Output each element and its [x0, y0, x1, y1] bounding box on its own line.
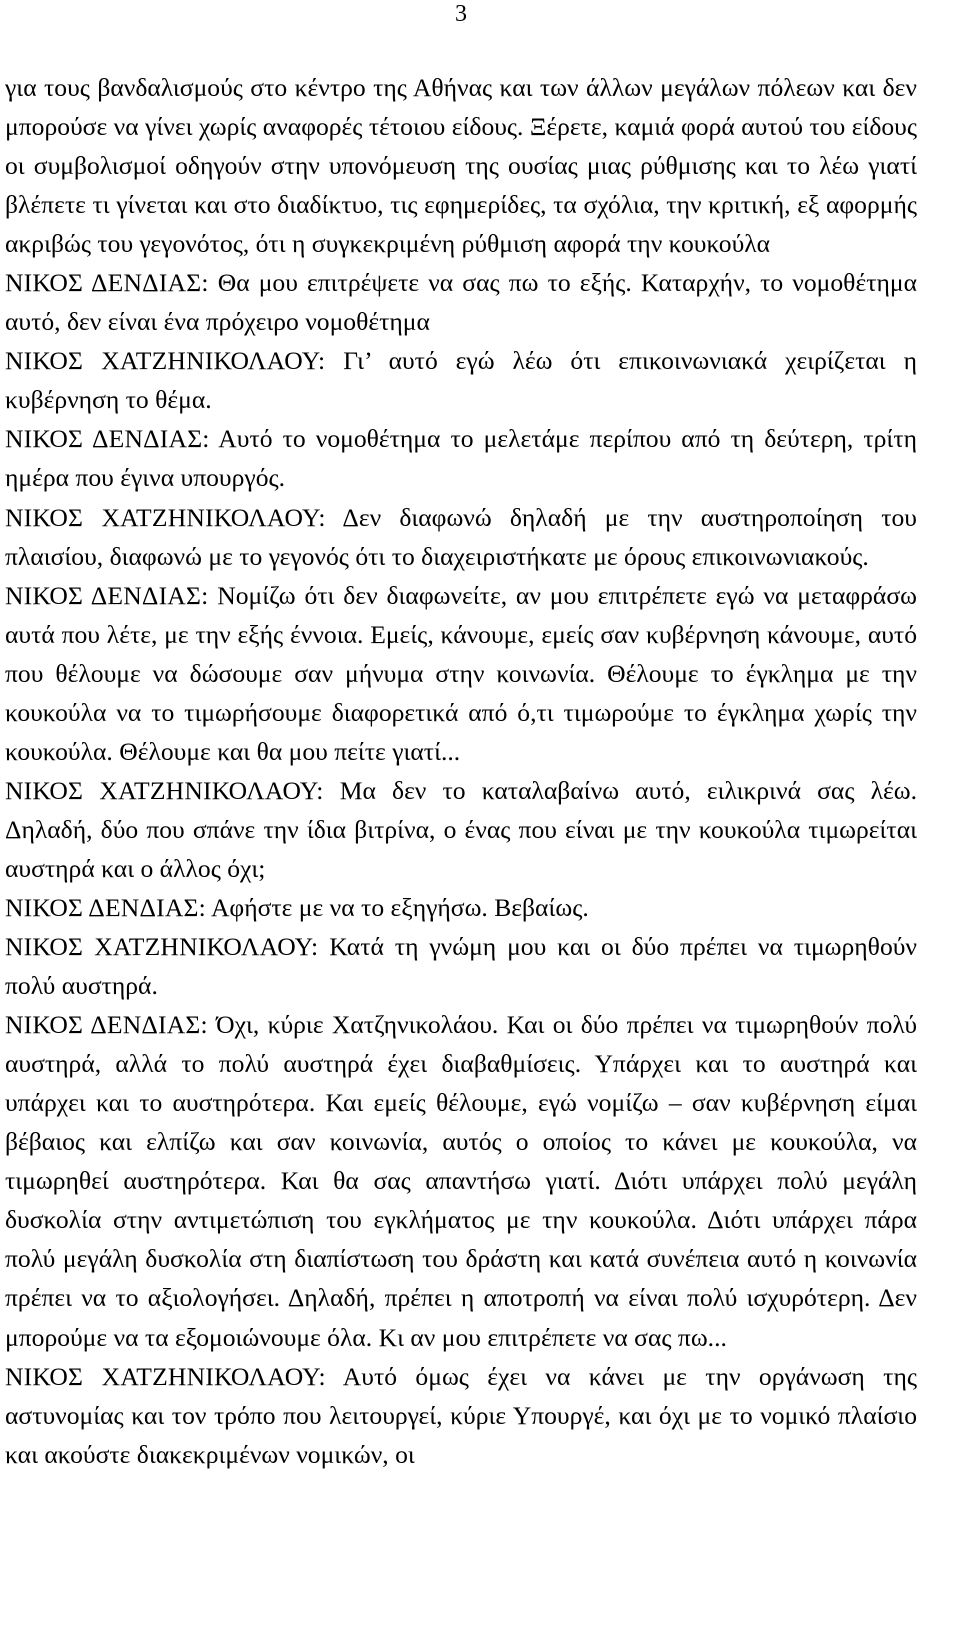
page-number: 3: [455, 1, 467, 27]
paragraph-text: Νομίζω ότι δεν διαφωνείτε, αν μου επιτρέπετε εγώ να μεταφράσω αυτά που λέτε, με την εξής έννοια. Εμείς, κάνουμε, εμείς σαν κυβέρνηση κάνουμε, αυτό που θέλουμε να δώσουμε σαν μήνυμα στην κοινωνία. Θέλουμε το έγκλημα με την κουκούλα να το τιμωρήσουμε διαφορετικά από ό,τι τιμωρούμε το έγκλημα χωρίς την κουκούλα. Θέλουμε και θα μου πείτε γιατί...: [5, 580, 917, 766]
speaker-name: ΝΙΚΟΣ ΧΑΤΖΗΝΙΚΟΛΑΟΥ:: [5, 775, 324, 805]
paragraph-text: Μα δεν το καταλαβαίνω αυτό, ειλικρινά σας λέω. Δηλαδή, δύο που σπάνε την ίδια βιτρίνα, ο ένας που είναι με την κουκούλα τιμωρείται αυστηρά και ο άλλος όχι;: [5, 775, 917, 883]
speaker-name: ΝΙΚΟΣ ΔΕΝΔΙΑΣ:: [5, 1010, 208, 1040]
paragraph-text: Αυτό όμως έχει να κάνει με την οργάνωση της αστυνομίας και τον τρόπο που λειτουργεί, κύριε Υπουργέ, και όχι με το νομικό πλαίσιο και ακούστε διακεκριμένων νομικών, οι: [5, 1361, 917, 1469]
speaker-name: ΝΙΚΟΣ ΔΕΝΔΙΑΣ:: [5, 268, 209, 298]
dialogue-paragraph: [5, 1005, 917, 1356]
speaker-name: ΝΙΚΟΣ ΧΑΤΖΗΝΙΚΟΛΑΟΥ:: [5, 932, 319, 962]
paragraph-text: Δεν διαφωνώ δηλαδή με την αυστηροποίηση του πλαισίου, διαφωνώ με το γεγονός ότι το διαχειριστήκατε με όρους επικοινωνιακούς.: [5, 502, 917, 571]
dialogue-paragraph: [5, 576, 917, 771]
dialogue-paragraph: [5, 927, 917, 1005]
paragraph-text: Κατά τη γνώμη μου και οι δύο πρέπει να τιμωρηθούν πολύ αυστηρά.: [5, 932, 917, 1001]
paragraph-text: Θα μου επιτρέψετε να σας πω το εξής. Καταρχήν, το νομοθέτημα αυτό, δεν είναι ένα πρόχειρο νομοθέτημα: [5, 268, 917, 337]
dialogue-paragraph: [5, 419, 917, 497]
paragraph-intro: [5, 68, 917, 263]
speaker-name: ΝΙΚΟΣ ΧΑΤΖΗΝΙΚΟΛΑΟΥ:: [5, 346, 326, 376]
dialogue-paragraph: [5, 341, 917, 419]
dialogue-paragraph: [5, 1357, 917, 1474]
speaker-name: ΝΙΚΟΣ ΧΑΤΖΗΝΙΚΟΛΑΟΥ:: [5, 502, 326, 532]
speaker-name: ΝΙΚΟΣ ΧΑΤΖΗΝΙΚΟΛΑΟΥ:: [5, 1361, 326, 1391]
paragraph-text: Αφήστε με να το εξηγήσω. Βεβαίως.: [205, 892, 589, 922]
document-body: [5, 68, 917, 1474]
speaker-name: ΝΙΚΟΣ ΔΕΝΔΙΑΣ:: [5, 580, 209, 610]
paragraph-text: Αυτό το νομοθέτημα το μελετάμε περίπου από τη δεύτερη, τρίτη ημέρα που έγινα υπουργός.: [5, 424, 917, 493]
paragraph-text: για τους βανδαλισμούς στο κέντρο της Αθήνας και των άλλων μεγάλων πόλεων και δεν μπορούσε να γίνει χωρίς αναφορές τέτοιου είδους. Ξέρετε, καμιά φορά αυτού του είδους οι συμβολισμοί οδηγούν στην υπονόμευση της ουσίας μιας ρύθμισης και το λέω γιατί βλέπετε τι γίνεται και στο διαδίκτυο, τις εφημερίδες, τα σχόλια, την κριτική, εξ αφορμής ακριβώς του γεγονότος, ότι η συγκεκριμένη ρύθμιση αφορά την κουκούλα: [5, 73, 917, 259]
speaker-name: ΝΙΚΟΣ ΔΕΝΔΙΑΣ:: [5, 424, 210, 454]
paragraph-text: Όχι, κύριε Χατζηνικολάου. Και οι δύο πρέπει να τιμωρηθούν πολύ αυστηρά, αλλά το πολύ αυστηρά έχει διαβαθμίσεις. Υπάρχει και το αυστηρά και υπάρχει και το αυστηρότερα. Και εμείς θέλουμε, εγώ νομίζω – σαν κυβέρνηση είμαι βέβαιος και ελπίζω και σαν κοινωνία, αυτός ο οποίος το κάνει με κουκούλα, να τιμωρηθεί αυστηρότερα. Και θα σας απαντήσω γιατί. Διότι υπάρχει πολύ μεγάλη δυσκολία στην αντιμετώπιση του εγκλήματος με την κουκούλα. Διότι υπάρχει πάρα πολύ μεγάλη δυσκολία στη διαπίστωση του δράστη και κατά συνέπεια αυτό η κοινωνία πρέπει να το αξιολογήσει. Δηλαδή, πρέπει η αποτροπή να είναι πολύ ισχυρότερη. Δεν μπορούμε να τα εξομοιώνουμε όλα. Κι αν μου επιτρέπετε να σας πω...: [5, 1010, 917, 1352]
dialogue-paragraph: [5, 263, 917, 341]
paragraph-text: Γι’ αυτό εγώ λέω ότι επικοινωνιακά χειρίζεται η κυβέρνηση το θέμα.: [5, 346, 917, 415]
dialogue-paragraph: [5, 888, 917, 927]
dialogue-paragraph: [5, 771, 917, 888]
speaker-name: ΝΙΚΟΣ ΔΕΝΔΙΑΣ:: [5, 892, 206, 922]
dialogue-paragraph: [5, 498, 917, 576]
